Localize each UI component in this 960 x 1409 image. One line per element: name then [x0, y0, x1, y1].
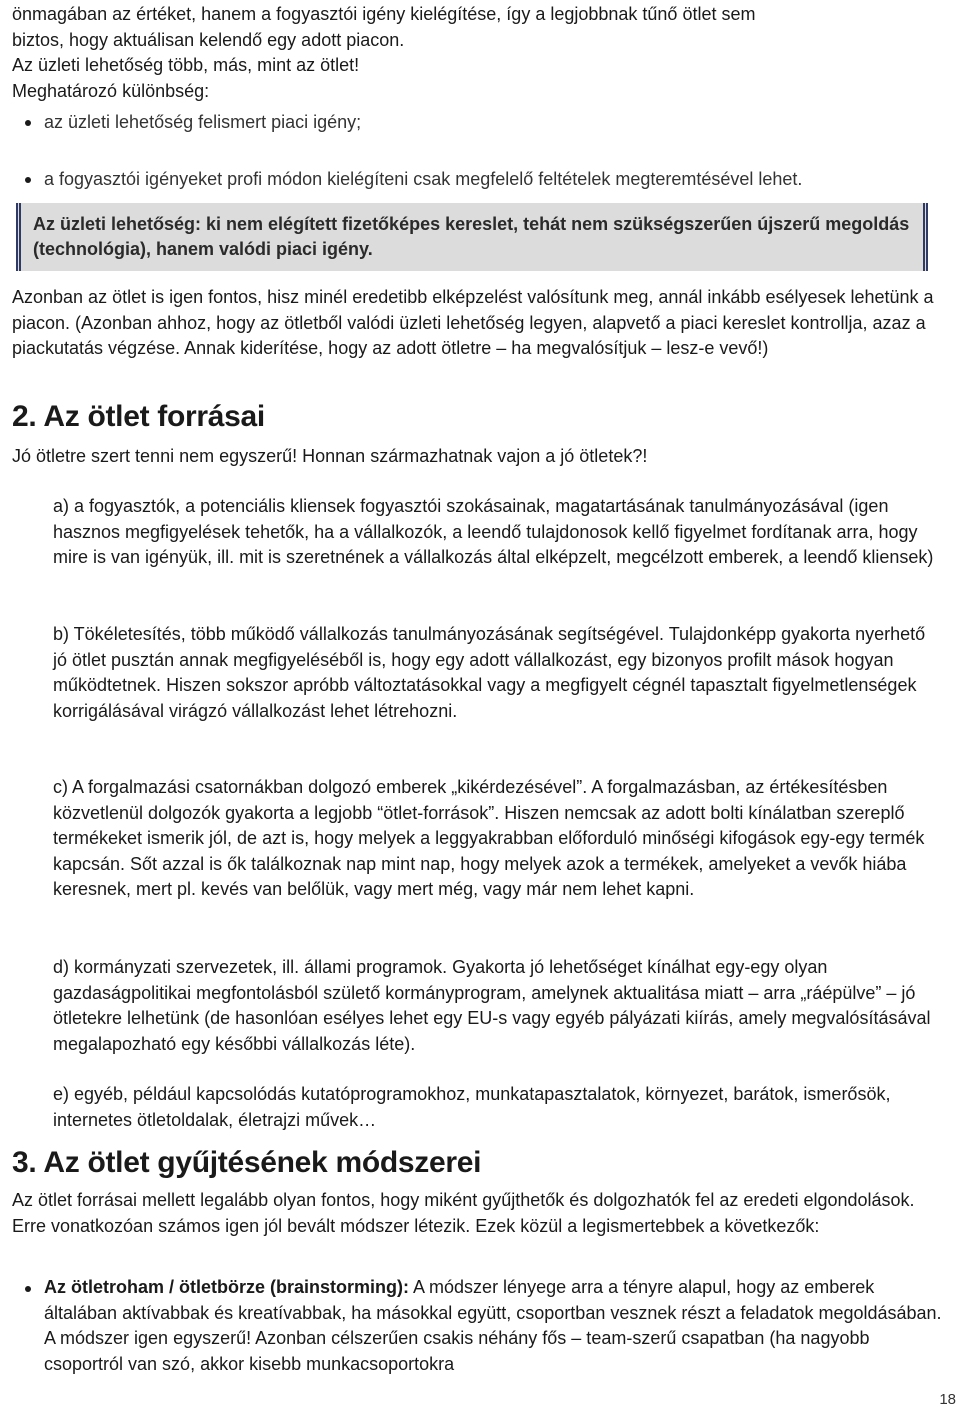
- method-description: A módszer lényege arra a tényre alapul, hogy az emberek általában aktívabbak és kreatívabbak, ha másokkal együtt, csoportban vesznek részt a feladatok megoldásában. A módszer igen egyszerű! Azonban célszerűen csakis néhány fős – team-szerű csapatban (ha nagyobb csoportról van szó, akkor kisebb munkacsoportokra: [44, 1277, 942, 1374]
- difference-list: [12, 110, 944, 192]
- section-3-lead: Az ötlet forrásai mellett legalább olyan fontos, hogy miként gyűjthetők és dolgozhatók fel az eredeti elgondolások. Erre vonatkozóan számos igen jól bevált módszer létezik. Ezek közül a legismertebbek a következők:: [12, 1190, 915, 1236]
- definition-callout: [16, 203, 928, 271]
- intro-paragraph: [12, 2, 944, 104]
- source-item-d: d) kormányzati szervezetek, ill. állami programok. Gyakorta jó lehetőséget kínálhat egy-egy olyan gazdaságpolitikai megfontolásból születő kormányprogram, amelynek aktualitása miatt – arra „ráépülve” – jó ötletekre lelhetünk (de hasonlóan esélyes lehet egy EU-s vagy egyéb pályázati kiírás, amely megvalósításával megalapozható egy későbbi vállalkozás léte).: [53, 957, 931, 1054]
- callout-text: Az üzleti lehetőség: ki nem elégített fizetőképes kereslet, tehát nem szükségszerűen újszerű megoldás (technológia), hanem valódi piaci igény.: [33, 214, 910, 259]
- source-item-b: b) Tökéletesítés, több működő vállalkozás tanulmányozásának segítségével. Tulajdonképp gyakorta nyerhető jó ötlet pusztán annak megfigyeléséből is, hogy egy adott vállalkozást, egy bizonyos profilt mások hogyan működtetnek. Hiszen sokszor apróbb változtatásokkal vagy a megfigyelt cégnél tapasztalt figyelmetlenségek korrigálásával virágzó vállalkozást lehet létrehozni.: [53, 624, 926, 721]
- section-heading-3: 3. Az ötlet gyűjtésének módszerei: [12, 1146, 482, 1179]
- list-item: az üzleti lehetőség felismert piaci igény;: [12, 110, 944, 135]
- source-item-e: e) egyéb, például kapcsolódás kutatóprogramokhoz, munkatapasztalatok, környezet, barátok, ismerősök, internetes ötletoldalak, életrajzi művek…: [53, 1084, 891, 1130]
- method-title: Az ötletroham / ötletbörze (brainstorming):: [44, 1277, 410, 1297]
- intro-line: biztos, hogy aktuálisan kelendő egy adott piacon.: [12, 29, 405, 50]
- page-number: 18: [939, 1391, 956, 1408]
- list-item: a fogyasztói igényeket profi módon kielégíteni csak megfelelő feltételek megteremtésével lehet.: [12, 167, 944, 192]
- intro-line: önmagában az értéket, hanem a fogyasztói igény kielégítése, így a legjobbnak tűnő ötlet sem: [12, 4, 756, 24]
- source-item-a: a) a fogyasztók, a potenciális kliensek fogyasztói szokásainak, magatartásának tanulmányozásával (igen hasznos megfigyelések tehetők, ha a vállalkozók, a leendő tulajdonosok kellő figyelmet fordítanak arra, hogy mire is van igényük, ill. mit is szeretnének a vállalkozás által elképzelt, megcélzott emberek, a leendő kliensek): [53, 496, 934, 567]
- body-paragraph: Azonban az ötlet is igen fontos, hisz minél eredetibb elképzelést valósítunk meg, annál inkább esélyesek lehetünk a piacon. (Azonban ahhoz, hogy az ötletből valódi üzleti lehetőség legyen, alapvető a piaci kereslet kontrollja, azaz a piackutatás végzése. Annak kiderítése, hogy az adott ötletre – ha megvalósítjuk – lesz-e vevő!): [12, 287, 934, 358]
- intro-line: Az üzleti lehetőség több, más, mint az ötlet!: [12, 55, 360, 75]
- intro-line: Meghatározó különbség:: [12, 80, 210, 101]
- section-heading-2: 2. Az ötlet forrásai: [12, 400, 265, 433]
- list-item: [12, 1275, 944, 1377]
- source-item-c: c) A forgalmazási csatornákban dolgozó emberek „kikérdezésével”. A forgalmazásban, az értékesítésben közvetlenül dolgozók gyakorta a legjobb “ötlet-források”. Hiszen nemcsak az adott bolti kínálatban szereplő termékeket ismerik jól, de azt is, hogy melyek a leggyakrabban előforduló minőségi kifogások egy-egy termék kapcsán. Sőt azzal is ők találkoznak nap mint nap, hogy melyek azok a termékek, amelyeket a vevők hiába keresnek, mert pl. kevés van belőlük, vagy mert még, vagy már nem lehet kapni.: [53, 777, 925, 899]
- section-2-lead: Jó ötletre szert tenni nem egyszerű! Honnan származhatnak vajon a jó ötletek?!: [12, 446, 648, 466]
- methods-list: [12, 1275, 944, 1377]
